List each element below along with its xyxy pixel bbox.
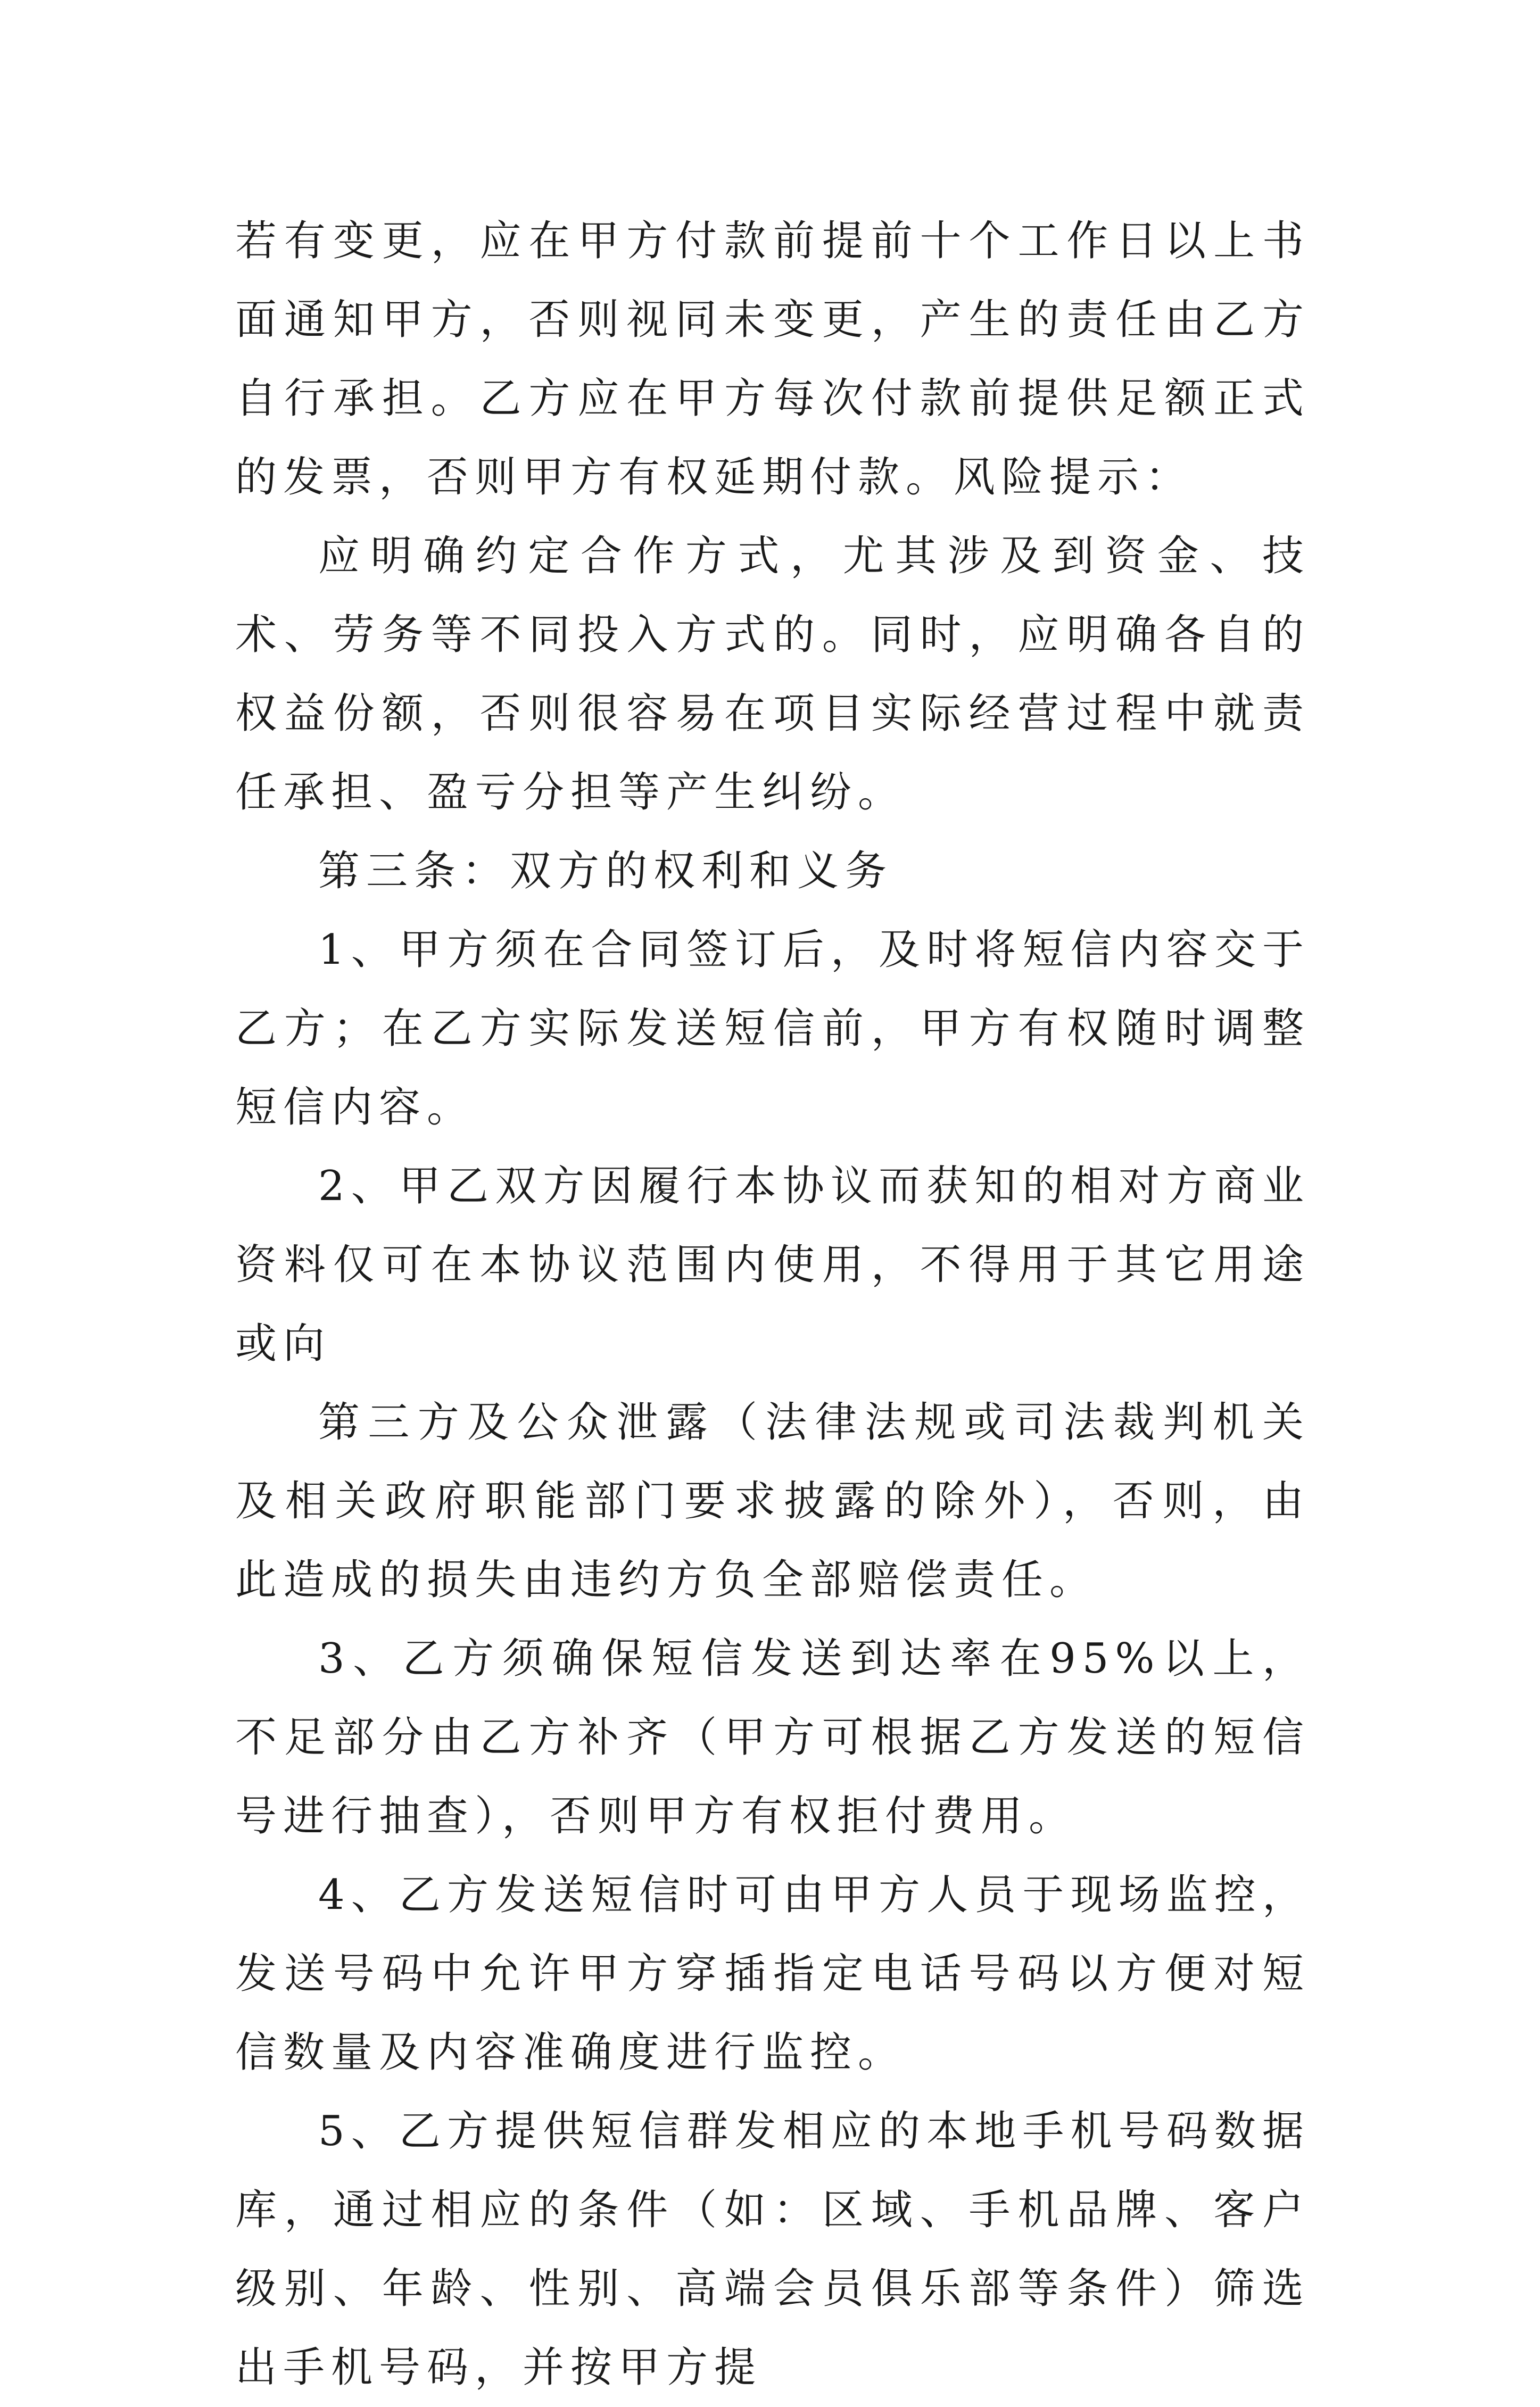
paragraph-risk-note: 应明确约定合作方式，尤其涉及到资金、技术、劳务等不同投入方式的。同时，应明确各自的权益份额，否则很容易在项目实际经营过程中就责任承担、盈亏分担等产生纠纷。 <box>235 532 1310 816</box>
clause-1: 1、甲方须在合同签订后，及时将短信内容交于乙方；在乙方实际发送短信前，甲方有权随时调整短信内容。 <box>235 926 1310 1131</box>
section-heading-article-3: 第三条：双方的权利和义务 <box>318 847 893 895</box>
clause-5: 5、乙方提供短信群发相应的本地手机号码数据库，通过相应的条件（如：区域、手机品牌、客户级别、年龄、性别、高端会员俱乐部等条件）筛选出手机号码，并按甲方提 <box>235 2107 1310 2392</box>
clause-3: 3、乙方须确保短信发送到达率在95%以上，不足部分由乙方补齐（甲方可根据乙方发送的短信号进行抽查），否则甲方有权拒付费用。 <box>235 1635 1310 1840</box>
clause-4: 4、乙方发送短信时可由甲方人员于现场监控，发送号码中允许甲方穿插指定电话号码以方便对短信数量及内容准确度进行监控。 <box>235 1871 1310 2077</box>
document-body <box>235 202 1310 2407</box>
clause-2-continued: 第三方及公众泄露（法律法规或司法裁判机关及相关政府职能部门要求披露的除外），否则，由此造成的损失由违约方负全部赔偿责任。 <box>235 1399 1310 1604</box>
clause-2: 2、甲乙双方因履行本协议而获知的相对方商业资料仅可在本协议范围内使用，不得用于其它用途或向 <box>235 1162 1310 1368</box>
paragraph-payment-change: 若有变更，应在甲方付款前提前十个工作日以上书面通知甲方，否则视同未变更，产生的责任由乙方自行承担。乙方应在甲方每次付款前提供足额正式的发票，否则甲方有权延期付款。风险提示： <box>235 217 1310 501</box>
